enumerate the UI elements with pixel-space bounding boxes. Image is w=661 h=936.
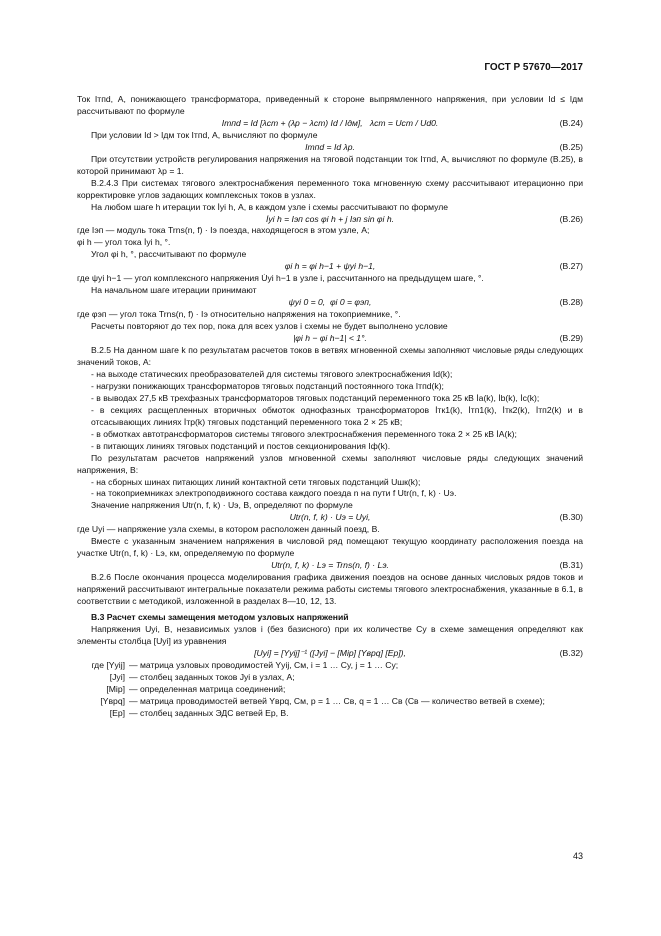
document-id: ГОСТ Р 57670—2017 [484, 62, 583, 73]
paragraph: где Uyi — напряжение узла схемы, в котором расположен данный поезд, В. [77, 524, 380, 535]
page-number: 43 [572, 851, 583, 861]
formula-number: (В.25) [559, 141, 583, 152]
formula-expression: φi h = φi h−1 + ψyi h−1, [284, 261, 376, 272]
formula [77, 297, 583, 309]
formula [77, 333, 583, 345]
formula-expression: Iтпd = Id [λст + (λр − λст) Id / Iдм], λст = Uст / Ud0. [221, 117, 439, 128]
section-heading: В.3 Расчет схемы замещения методом узловых напряжений [91, 611, 349, 622]
definition-text: — определенная матрица соединений; [129, 683, 286, 694]
definition-term: [Mip] [106, 683, 125, 694]
list-item: - в выводах 27,5 кВ трехфазных трансформаторов тяговых подстанций переменного тока 25 кВ İa(k), İb(k), İc(k); [91, 392, 540, 403]
formula-expression: Utr(n, f, k) · Lэ = Trns(n, f) · Lэ. [271, 560, 389, 571]
paragraph: Расчеты повторяют до тех пор, пока для всех узлов i схемы не будет выполнено условие [91, 321, 448, 332]
formula-number: (В.30) [559, 512, 583, 523]
definition-term: где [Yyij] [91, 659, 125, 670]
definition-text: — столбец заданных токов Jyi в узлах, А; [129, 671, 295, 682]
formula-number: (В.32) [559, 647, 583, 658]
formula-number: (В.27) [559, 261, 583, 272]
definition-row [77, 708, 583, 720]
document-body [77, 94, 583, 720]
paragraph: где φэп — угол тока Trns(n, f) · Iэ относительно напряжения на токоприемнике, °. [77, 309, 401, 320]
paragraph: Значение напряжения Utr(n, f, k) · Uэ, В, определяют по формуле [91, 500, 353, 511]
definition-term: [Jyi] [109, 671, 125, 682]
formula-number: (В.31) [559, 560, 583, 571]
formula-expression: Utr(n, f, k) · Uэ = Uyi, [289, 512, 371, 523]
paragraph: где Iэп — модуль тока Trns(n, f) · Iэ поезда, находящегося в этом узле, А; [77, 225, 370, 236]
formula [77, 142, 583, 154]
definition-row [77, 684, 583, 696]
list-item: - в питающих линиях тяговых подстанций и постов секционирования Iф(k). [91, 440, 391, 451]
formula [77, 560, 583, 572]
list-item: - в секциях расщепленных вторичных обмоток однофазных трансформаторов İтк1(k), İтп1(k), İтк2(k), İтп2(k) и в отсасывающих линиях İтр(k) тяговых подстанций переменного тока 2 × 25 кВ; [91, 404, 583, 427]
formula-expression: ψyi 0 = 0, φi 0 = φэп, [288, 297, 372, 308]
definition-row [77, 696, 583, 708]
paragraph: Вместе с указанным значением напряжения в числовой ряд помещают текущую координату расположения поезда на участке Utr(n, f, k) · Lэ, км, определяемую по формуле [77, 536, 583, 559]
definition-text: — матрица узловых проводимостей Yyij, См, i = 1 … Cy, j = 1 … Cy; [129, 659, 399, 670]
definition-term: [Yвpq] [100, 695, 125, 706]
paragraph: При отсутствии устройств регулирования напряжения на тяговой подстанции ток Iтпd, А, вычисляют по формуле (В.25), в которой принимают λр = 1. [77, 153, 583, 176]
formula [77, 214, 583, 226]
formula-expression: İyi h = Iэп cos φi h + j Iэп sin φi h. [266, 213, 394, 224]
formula-number: (В.28) [559, 297, 583, 308]
paragraph: В.2.4.3 При системах тягового электроснабжения переменного тока мгновенную схему рассчитывают итерационно при корректировке углов задающих комплексных токов в узлах. [77, 177, 583, 200]
paragraph: При условии Id > Iдм ток Iтпd, А, вычисляют по формуле [91, 129, 318, 140]
formula [77, 118, 583, 130]
formula [77, 512, 583, 524]
paragraph: Угол φi h, °, рассчитывают по формуле [91, 249, 247, 260]
paragraph: В.2.6 После окончания процесса моделирования графика движения поездов на основе данных числовых рядов токов и напряжений рассчитывают интегральные показатели режима работы системы тягового электроснабжения, указанные в 6.1, в соответствии с методикой, изложенной в разделах 8—10, 12, 13. [77, 572, 583, 607]
paragraph: Ток Iтпd, А, понижающего трансформатора, приведенный к стороне выпрямленного напряжения, при условии Id ≤ Iдм рассчитывают по формуле [77, 94, 583, 116]
paragraph: В.2.5 На данном шаге k по результатам расчетов токов в ветвях мгновенной схемы заполняют числовые ряды следующих значений токов, А: [77, 345, 583, 367]
formula [77, 261, 583, 273]
formula-expression: [Uyi] = [Yyij]⁻¹ ([Jyi] − [Mip] [Yвpq] [Ep]), [254, 647, 406, 658]
formula-expression: Iтпd = Id λр. [305, 141, 355, 152]
list-item: - на токоприемниках электроподвижного состава каждого поезда n на пути f Utr(n, f, k) · Uэ. [91, 488, 457, 499]
list-item: - в обмотках автотрансформаторов системы тягового электроснабжения переменного тока 2 × 25 кВ İA(k); [91, 428, 517, 439]
paragraph: φi h — угол тока İyi h, °. [77, 237, 171, 248]
paragraph: Напряжения Uyi, В, независимых узлов i (без базисного) при их количестве Cy в схеме замещения определяют как элементы столбца [Uyi] из уравнения [77, 623, 583, 646]
formula-number: (В.24) [559, 117, 583, 128]
definition-text: — столбец заданных ЭДС ветвей Ep, В. [129, 707, 289, 718]
paragraph: По результатам расчетов напряжений узлов мгновенной схемы заполняют числовые ряды следующих значений напряжения, В: [77, 452, 583, 475]
list-item: - на сборных шинах питающих линий контактной сети тяговых подстанций Uшк(k); [91, 476, 421, 487]
formula-number: (В.26) [559, 213, 583, 224]
definition-text: — матрица проводимостей ветвей Yвpq, См, p = 1 … Cв, q = 1 … Cв (Cв — количество ветвей в схеме); [129, 695, 545, 706]
paragraph: где ψyi h−1 — угол комплексного напряжения U̇yi h−1 в узле i, рассчитанного на предыдущем шаге, °. [77, 273, 484, 284]
list-item: - нагрузки понижающих трансформаторов тяговых подстанций постоянного тока Iтпd(k); [91, 380, 444, 391]
formula-number: (В.29) [559, 333, 583, 344]
paragraph: На любом шаге h итерации ток İyi h, А, в каждом узле i схемы рассчитывают по формуле [91, 201, 449, 212]
formula-expression: |φi h − φi h−1| < 1°. [293, 333, 367, 344]
definition-row [77, 672, 583, 684]
definition-row [77, 660, 583, 672]
formula [77, 648, 583, 660]
definition-term: [Ep] [109, 707, 125, 718]
list-item: - на выходе статических преобразователей для системы тягового электроснабжения Id(k); [91, 368, 453, 379]
paragraph: На начальном шаге итерации принимают [91, 285, 257, 296]
